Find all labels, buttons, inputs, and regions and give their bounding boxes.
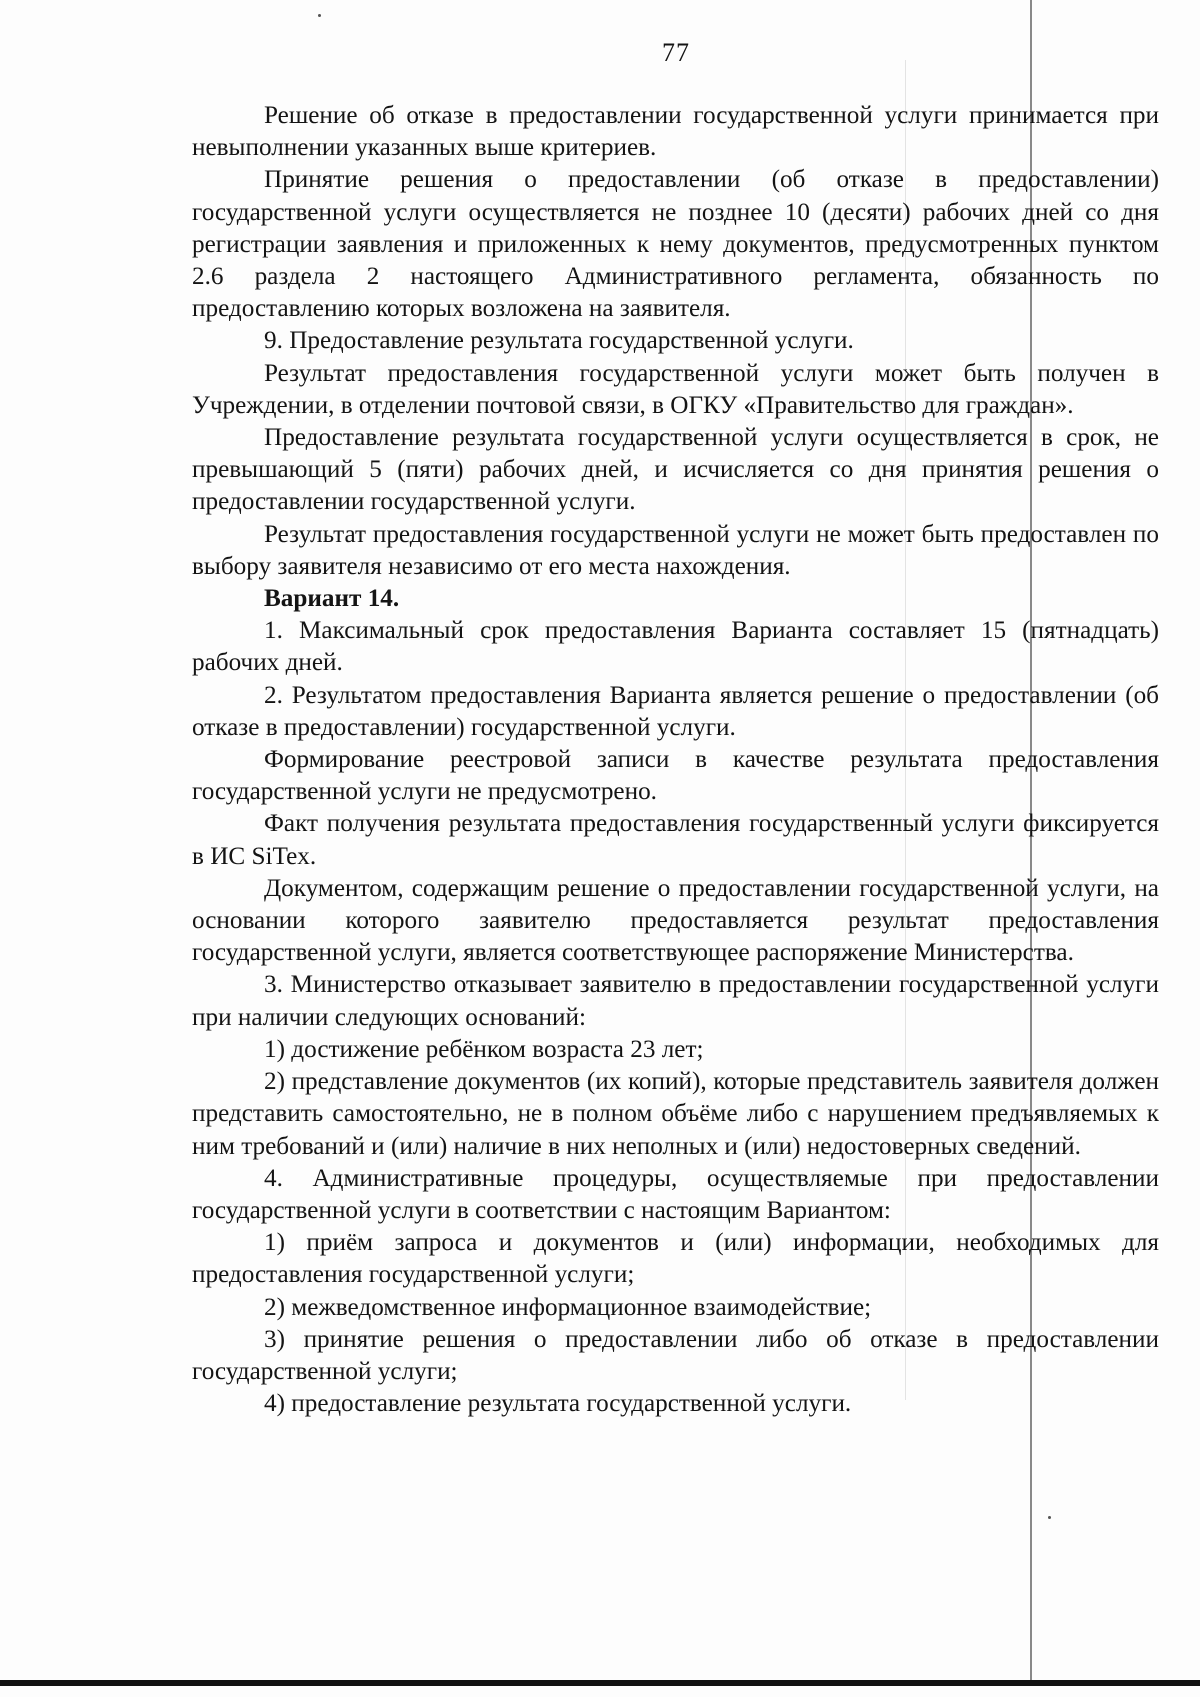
document-body — [192, 100, 1159, 1420]
list-item: 1) приём запроса и документов и (или) информации, необходимых для предоставления государственной услуги; — [192, 1229, 1159, 1289]
paragraph: Принятие решения о предоставлении (об отказе в предоставлении) государственной услуги осуществляется не позднее 10 (десяти) рабочих дней со дня регистрации заявления и приложенных к нему документов, предусмотренных пунктом 2.6 раздела 2 настоящего Административного регламента, обязанность по предоставлению которых возложена на заявителя. — [192, 166, 1159, 323]
paragraph: Результат предоставления государственной услуги может быть получен в Учреждении, в отделении почтовой связи, в ОГКУ «Правительство для граждан». — [192, 359, 1159, 419]
scan-speck — [1048, 1516, 1051, 1519]
paragraph: Решение об отказе в предоставлении государственной услуги принимается при невыполнении указанных выше критериев. — [192, 102, 1159, 162]
list-item: 2) представление документов (их копий), которые представитель заявителя должен представить самостоятельно, не в полном объёме либо с нарушением предъявляемых к ним требований и (или) наличие в них неполных и (или) недостоверных сведений. — [192, 1068, 1159, 1160]
paragraph: Факт получения результата предоставления государственный услуги фиксируется в ИС SiTex. — [192, 810, 1159, 870]
page-number: 77 — [662, 38, 690, 67]
paragraph: 1. Максимальный срок предоставления Варианта составляет 15 (пятнадцать) рабочих дней. — [192, 617, 1159, 677]
paragraph: 4. Административные процедуры, осуществляемые при предоставлении государственной услуги в соответствии с настоящим Вариантом: — [192, 1164, 1159, 1224]
paragraph: 3. Министерство отказывает заявителю в предоставлении государственной услуги при наличии следующих оснований: — [192, 971, 1159, 1031]
scan-speck — [318, 14, 321, 17]
list-item: 1) достижение ребёнком возраста 23 лет; — [264, 1035, 704, 1063]
list-item: 3) принятие решения о предоставлении либо об отказе в предоставлении государственной услуги; — [192, 1325, 1159, 1385]
paragraph: Формирование реестровой записи в качестве результата предоставления государственной услуги не предусмотрено. — [192, 746, 1159, 806]
paragraph: Предоставление результата государственной услуги осуществляется в срок, не превышающий 5 (пяти) рабочих дней, и исчисляется со дня принятия решения о предоставлении государственной услуги. — [192, 424, 1159, 516]
paragraph: Результат предоставления государственной услуги не может быть предоставлен по выбору заявителя независимо от его места нахождения. — [192, 520, 1159, 580]
scan-artifact-bottom-border — [0, 1680, 1200, 1686]
paragraph: 2. Результатом предоставления Варианта является решение о предоставлении (об отказе в предоставлении) государственной услуги. — [192, 681, 1159, 741]
list-item: 4) предоставление результата государственной услуги. — [264, 1390, 852, 1418]
paragraph: 9. Предоставление результата государственной услуги. — [264, 327, 854, 355]
section-heading: Вариант 14. — [264, 585, 400, 613]
paragraph: Документом, содержащим решение о предоставлении государственной услуги, на основании которого заявителю предоставляется результат предоставления государственной услуги, является соответствующее распоряжение Министерства. — [192, 874, 1159, 967]
list-item: 2) межведомственное информационное взаимодействие; — [264, 1293, 872, 1321]
